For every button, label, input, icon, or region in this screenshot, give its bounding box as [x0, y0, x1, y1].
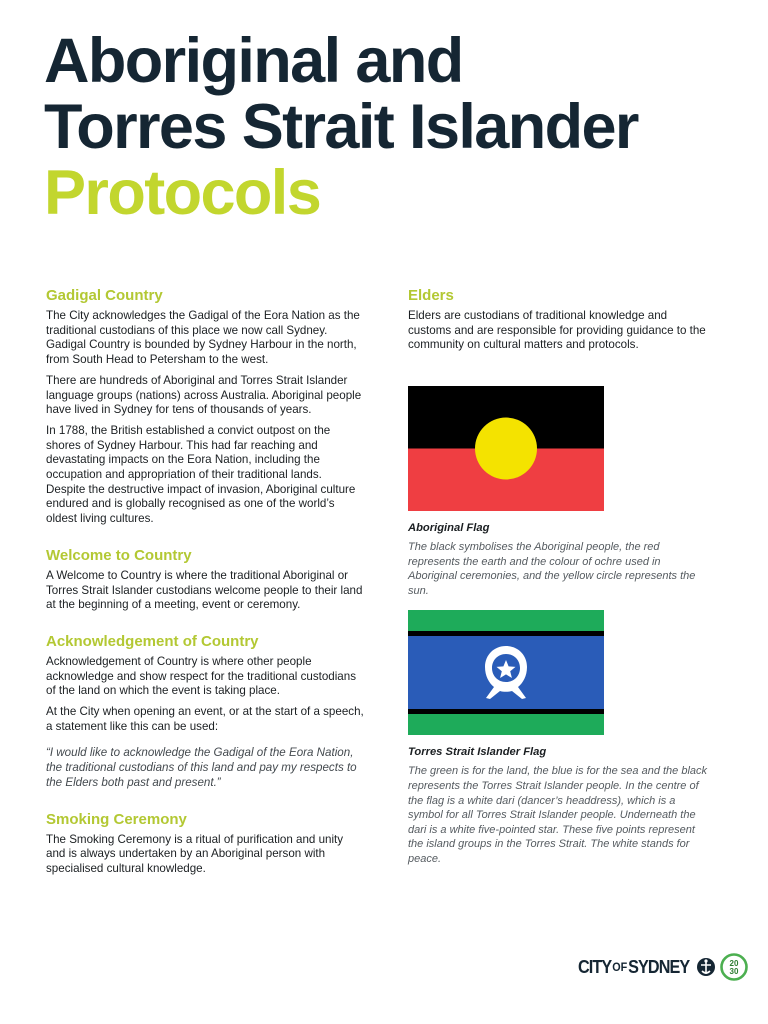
paragraph: In 1788, the British established a convict outpost on the shores of Sydney Harbour. This had far reaching and devastating impacts on the Eora Nation, including the occupation and appropriation of their traditional lands. Despite the destructive impact of invasion, Aboriginal culture endured and is globally recognised as one of the world’s oldest living cultures.: [46, 423, 356, 526]
section-heading: Elders: [408, 287, 454, 304]
title-line-3: Protocols: [44, 158, 321, 228]
paragraph: The City acknowledges the Gadigal of the Eora Nation as the traditional custodians of this place we now call Sydney. Gadigal Country is bounded by Sydney Harbour in the north, from South Head to Petersham to the west.: [46, 309, 360, 367]
sustainable-2030-badge-icon: [720, 953, 748, 981]
flag-black-line-top: [408, 631, 604, 636]
flag-yellow-sun: [475, 418, 537, 480]
badge-text-top: 20: [729, 959, 739, 968]
section-heading: Smoking Ceremony: [46, 810, 187, 828]
city-of-sydney-logo: [578, 953, 748, 981]
aboriginal-flag-caption: The black symbolises the Aboriginal people, the red represents the earth and the colour of ochre used in Aboriginal ceremonies, and the yellow circle represents the sun.: [408, 541, 696, 597]
logo-wordmark: [578, 957, 689, 978]
paragraph: The Smoking Ceremony is a ritual of purification and unity and is always undertaken by an Aboriginal person with specialised cultural knowledge.: [46, 832, 344, 875]
acknowledgement-quote: “I would like to acknowledge the Gadigal of the Eora Nation, the traditional custodians of this land and pay my respects to the Elders both past and present.”: [46, 746, 357, 789]
flag-green-top: [408, 610, 604, 631]
torres-flag-title: Torres Strait Islander Flag: [408, 746, 547, 759]
section-heading: Welcome to Country: [46, 546, 192, 564]
flag-green-bottom: [408, 714, 604, 735]
torres-strait-flag-image: [408, 610, 604, 735]
crest-icon: [696, 956, 716, 978]
section-heading: Gadigal Country: [46, 287, 163, 304]
section-welcome-to-country: [46, 546, 364, 613]
title-line-2: Torres Strait Islander: [44, 92, 638, 162]
logo-sydney: SYDNEY: [628, 956, 690, 977]
page-title: [44, 28, 744, 226]
title-line-1: Aboriginal and: [44, 26, 463, 96]
paragraph: Acknowledgement of Country is where other people acknowledge and show respect for the traditional custodians of the land on which the event is taking place.: [46, 654, 356, 698]
paragraph: Elders are custodians of traditional knowledge and customs and are responsible for providing guidance to the community on cultural matters and protocols.: [408, 309, 706, 352]
section-elders: [408, 286, 708, 353]
logo-of: OF: [612, 960, 628, 974]
section-smoking-ceremony: [46, 810, 364, 877]
paragraph: A Welcome to Country is where the traditional Aboriginal or Torres Strait Islander custodians welcome people to their land at the beginning of a meeting, event or ceremony.: [46, 568, 363, 612]
paragraph: There are hundreds of Aboriginal and Torres Strait Islander language groups (nations) across Australia. Aboriginal people have lived in Sydney for tens of thousands of years.: [46, 373, 362, 417]
torres-flag-caption: The green is for the land, the blue is for the sea and the black represents the Torres Strait Islander people. In the centre of the flag is a white dari (dancer’s headdress), which is a symbol for all Torres Strait Islander people. Underneath the dari is a white five-pointed star. These five points represent the island groups in the Torres Strait. The white stands for peace.: [408, 765, 708, 866]
aboriginal-flag-title: Aboriginal Flag: [408, 522, 490, 535]
section-heading: Acknowledgement of Country: [46, 632, 259, 650]
section-acknowledgement: [46, 632, 364, 791]
aboriginal-flag-image: [408, 386, 604, 511]
paragraph: At the City when opening an event, or at the start of a speech, a statement like this can be used:: [46, 705, 364, 733]
left-column: [46, 286, 364, 896]
right-column: [408, 286, 708, 867]
badge-text-bottom: 30: [729, 967, 739, 976]
section-gadigal-country: [46, 286, 364, 527]
logo-city: CITY: [578, 956, 612, 977]
flag-black-line-bottom: [408, 709, 604, 714]
